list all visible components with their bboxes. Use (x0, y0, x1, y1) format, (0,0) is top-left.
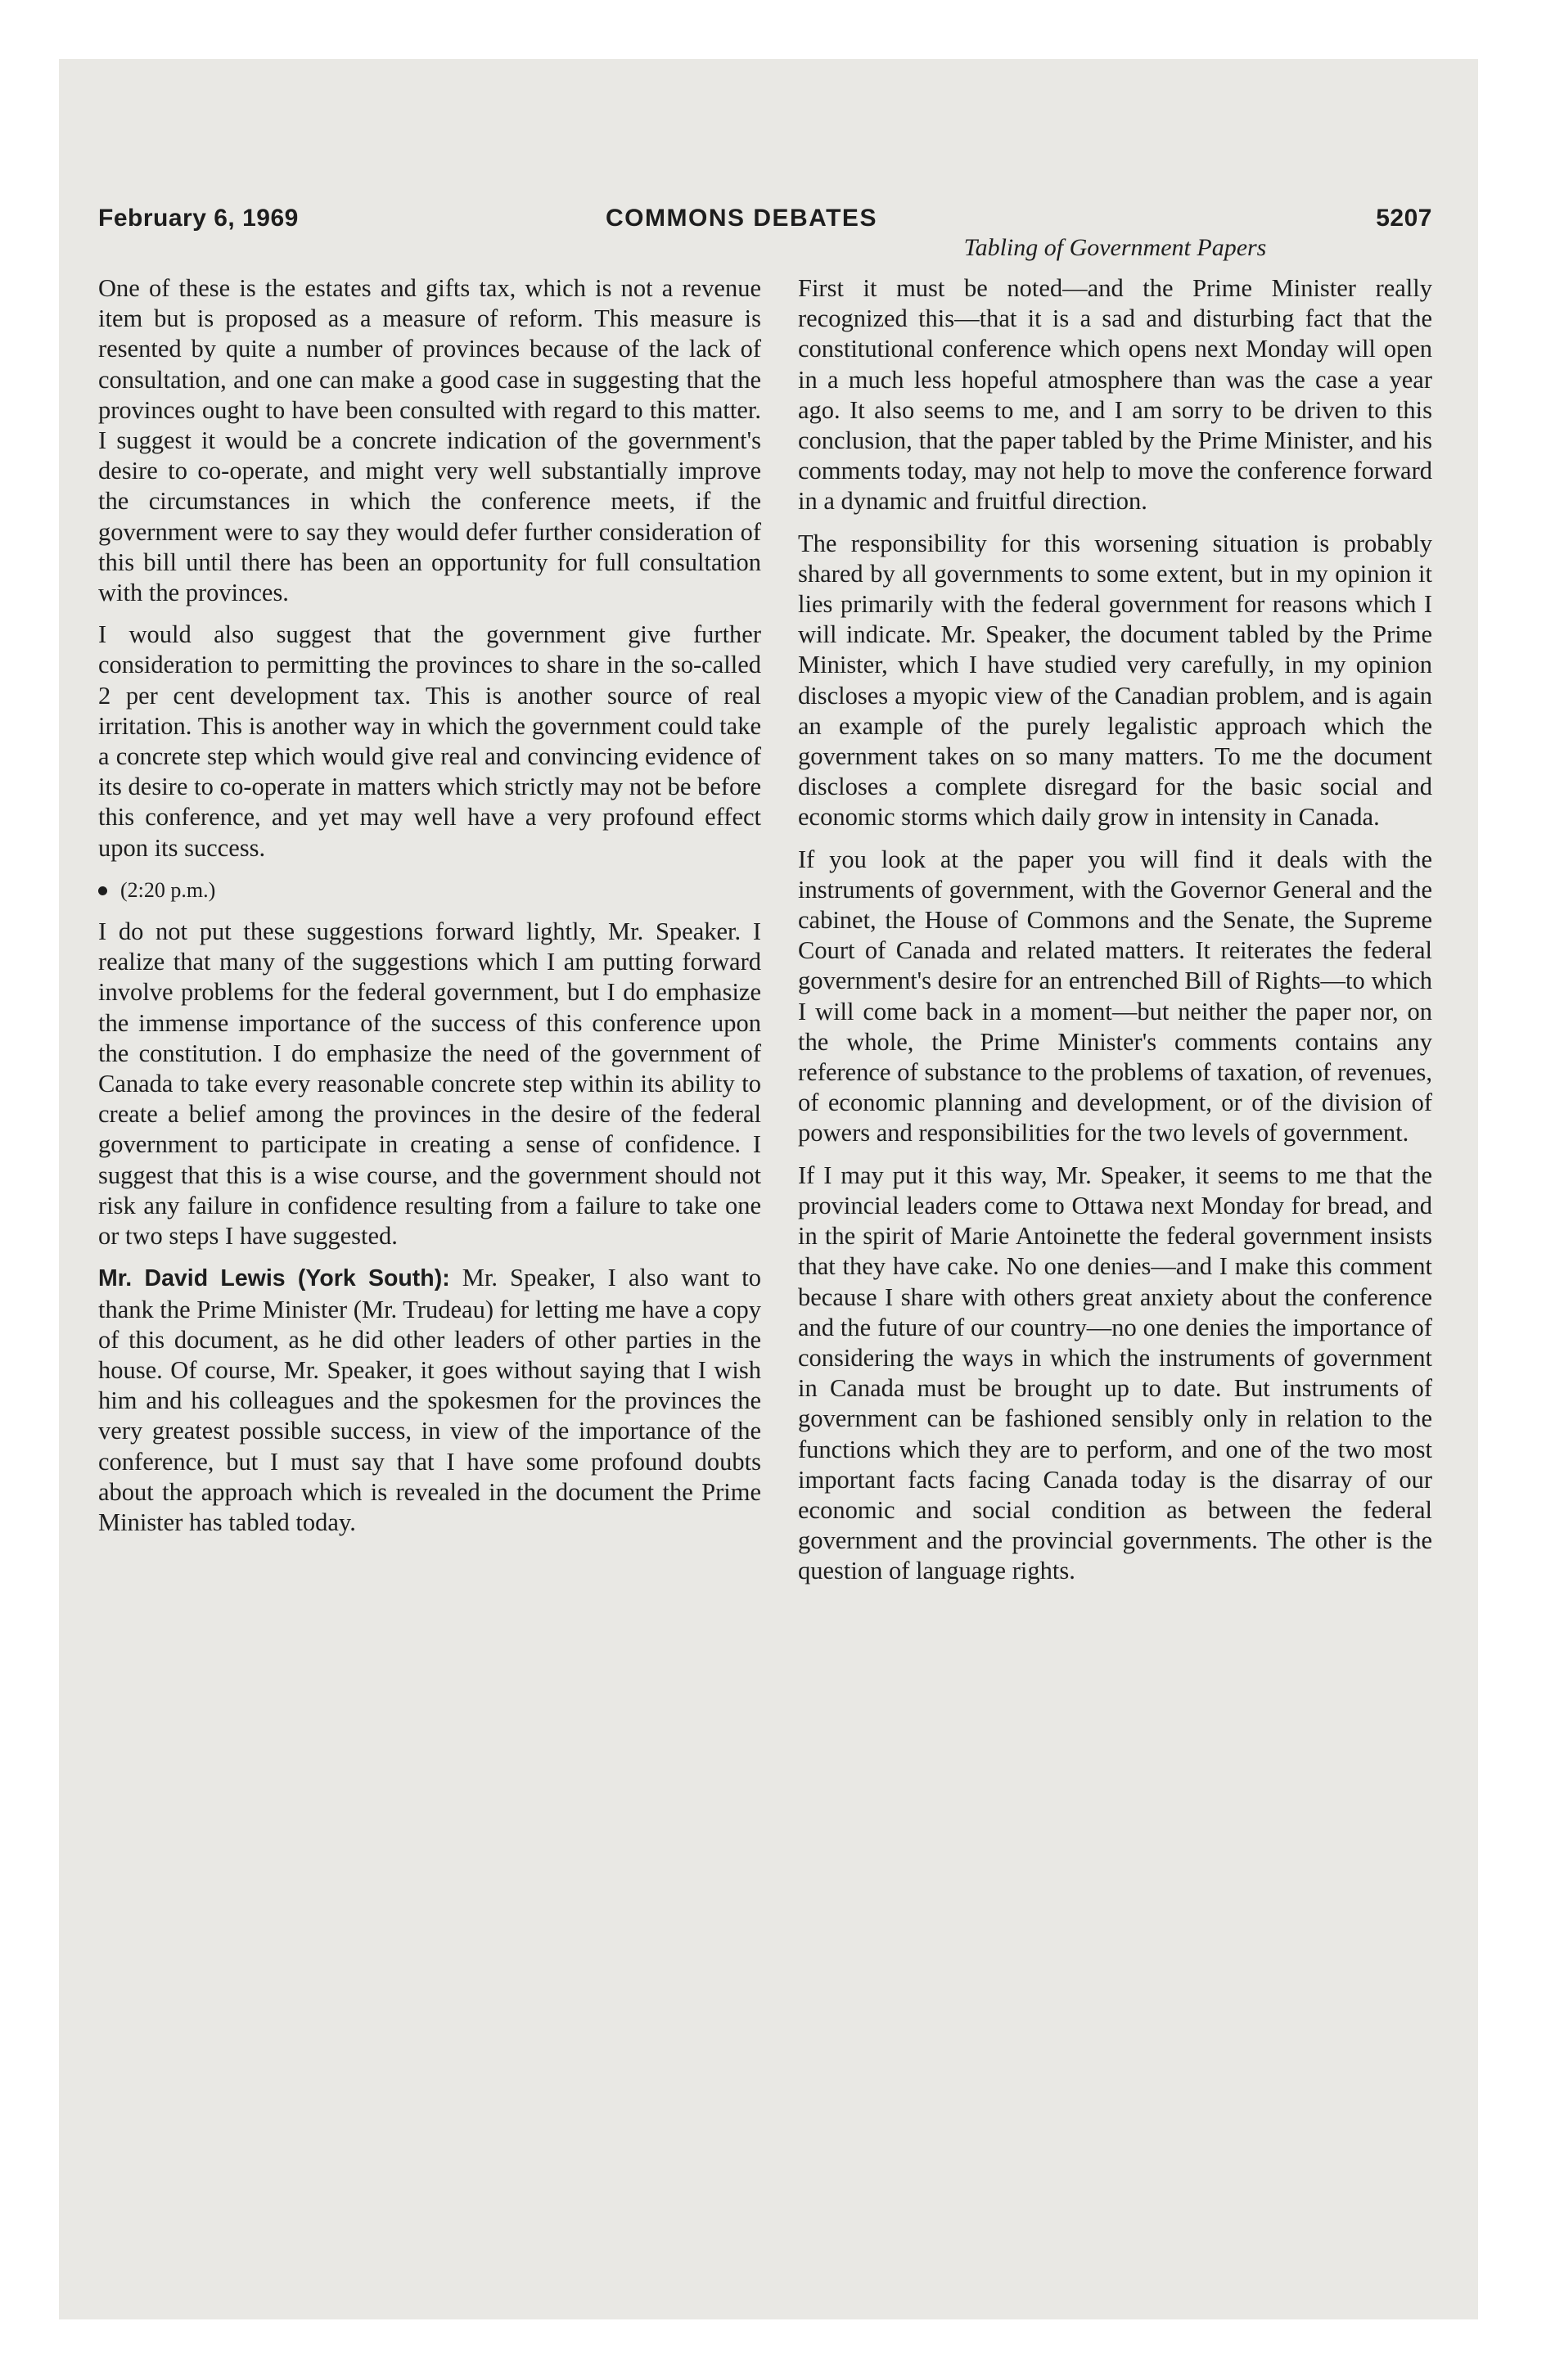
paragraph: If you look at the paper you will find it deals with the instruments of government, with the Governor General and the cabinet, the House of Commons and the Senate, the Supreme Court of Canada and related matters. It reiterates the federal government's desire for an entrenched Bill of Rights—to which I will come back in a moment—but neither the paper nor, on the whole, the Prime Minister's comments contains any reference of substance to the problems of taxation, of revenues, of economic planning and development, or of the division of powers and responsibilities for the two levels of government. (798, 845, 1432, 1147)
left-column (98, 273, 761, 1549)
right-column (798, 273, 1432, 1598)
paragraph: One of these is the estates and gifts tax, which is not a revenue item but is proposed as a measure of reform. This measure is resented by quite a number of provinces because of the lack of consultation, and one can make a good case in suggesting that the provinces ought to have been consulted with regard to this matter. I suggest it would be a concrete indication of the government's desire to co-operate, and might very well substantially improve the circumstances in which the conference meets, if the government were to say they would defer further consideration of this bill until there has been an opportunity for full consultation with the provinces. (98, 274, 761, 607)
paragraph: I do not put these suggestions forward lightly, Mr. Speaker. I realize that many of the suggestions which I am putting forward involve problems for the federal government, but I do emphasize the immense importance of the success of this conference upon the constitution. I do emphasize the need of the government of Canada to take every reasonable concrete step within its ability to create a belief among the provinces in the desire of the federal government to participate in creating a sense of confidence. I suggest that this is a wise course, and the government should not risk any failure in confidence resulting from a failure to take one or two steps I have suggested. (98, 917, 761, 1251)
paragraph: I would also suggest that the government give further consideration to permitting the provinces to share in the so-called 2 per cent development tax. This is another source of real irritation. This is another way in which the government could take a concrete step which would give real and convincing evidence of its desire to co-operate in matters which strictly may not be before this conference, and yet may well have a very profound effect upon its success. (98, 620, 761, 862)
bullet-icon (98, 886, 107, 895)
header-page-number: 5207 (1376, 205, 1432, 232)
speaker-paragraph (98, 1263, 761, 1538)
document-page (98, 205, 1432, 1585)
section-subheading: Tabling of Government Papers (963, 234, 1267, 261)
paragraph: The responsibility for this worsening situation is probably shared by all governments to some extent, but in my opinion it lies primarily with the federal government for reasons which I will indicate. Mr. Speaker, the document tabled by the Prime Minister, which I have studied very carefully, in my opinion discloses a myopic view of the Canadian problem, and is again an example of the purely legalistic approach which the government takes on so many matters. To me the document discloses a complete disregard for the basic social and economic storms which daily grow in intensity in Canada. (798, 529, 1432, 832)
paragraph: First it must be noted—and the Prime Minister really recognized this—that it is a sad and disturbing fact that the constitutional conference which opens next Monday will open in a much less hopeful atmosphere than was the case a year ago. It also seems to me, and I am sorry to be driven to this conclusion, that the paper tabled by the Prime Minister, and his comments today, may not help to move the conference forward in a dynamic and fruitful direction. (798, 274, 1432, 516)
time-stamp (98, 875, 761, 905)
paragraph: If I may put it this way, Mr. Speaker, it seems to me that the provincial leaders come to Ottawa next Monday for bread, and in the spirit of Marie Antoinette the federal government insists that they have cake. No one denies—and I make this comment because I share with others great anxiety about the conference and the future of our country—no one denies the importance of considering the ways in which the instruments of government in Canada must be brought up to date. But instruments of government can be fashioned sensibly only in relation to the functions which they are to perform, and one of the two most important facts facing Canada today is the disarray of our economic and social condition as between the federal government and the provincial governments. The other is the question of language rights. (798, 1161, 1432, 1585)
speaker-name: Mr. David Lewis (York South): (98, 1265, 450, 1292)
header-date: February 6, 1969 (98, 205, 299, 232)
header-title: COMMONS DEBATES (606, 205, 877, 232)
time-stamp-text: (2:20 p.m.) (120, 877, 216, 902)
speaker-text: Mr. Speaker, I also want to thank the Prime Minister (Mr. Trudeau) for letting me have a copy of this document, as he did other leaders of other parties in the house. Of course, Mr. Speaker, it goes without saying that I wish him and his colleagues and the spokesmen for the provinces the very greatest possible success, in view of the importance of the conference, but I must say that I have some profound doubts about the approach which is revealed in the document the Prime Minister has tabled today. (98, 1264, 762, 1536)
